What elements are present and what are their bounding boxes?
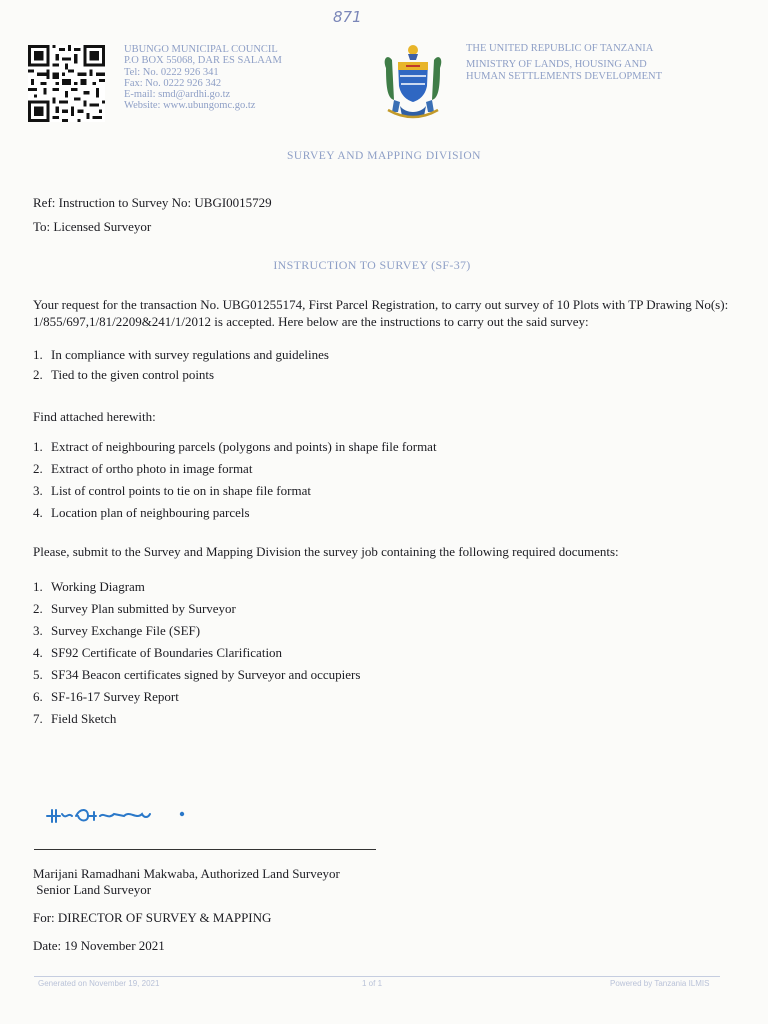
list-item: 2. Tied to the given control points bbox=[33, 367, 215, 382]
ministry-letterhead bbox=[466, 43, 662, 83]
instructions-list bbox=[33, 344, 329, 386]
signatory-for: For: DIRECTOR OF SURVEY & MAPPING bbox=[33, 910, 272, 925]
council-line: Website: www.ubungomc.go.tz bbox=[124, 100, 256, 112]
ministry-line: HUMAN SETTLEMENTS DEVELOPMENT bbox=[466, 71, 662, 82]
list-item: 3. Survey Exchange File (SEF) bbox=[33, 623, 201, 638]
signature-image bbox=[44, 802, 194, 830]
signatory-title: Senior Land Surveyor bbox=[33, 882, 152, 897]
footer-page-number: 1 of 1 bbox=[362, 979, 383, 988]
council-line: P.O BOX 55068, DAR ES SALAAM bbox=[124, 55, 282, 67]
list-item: 4. Location plan of neighbouring parcels bbox=[33, 505, 250, 520]
footer-divider bbox=[34, 976, 720, 977]
list-item: 7. Field Sketch bbox=[33, 711, 117, 726]
council-line: Tel: No. 0222 926 341 bbox=[124, 66, 219, 78]
coat-of-arms-icon bbox=[378, 40, 448, 120]
signatory-date: Date: 19 November 2021 bbox=[33, 938, 165, 953]
list-item: 2. Extract of ortho photo in image format bbox=[33, 461, 253, 476]
list-item: 1. In compliance with survey regulations and guidelines bbox=[33, 347, 329, 362]
list-item: 5. SF34 Beacon certificates signed by Surveyor and occupiers bbox=[33, 667, 361, 682]
list-item: 2. Survey Plan submitted by Surveyor bbox=[33, 601, 236, 616]
attached-heading: Find attached herewith: bbox=[33, 409, 156, 424]
signature-line bbox=[34, 849, 376, 850]
attachments-list bbox=[33, 436, 437, 524]
council-letterhead bbox=[124, 44, 282, 112]
intro-paragraph: Your request for the transaction No. UBG01255174, First Parcel Registration, to carry out survey of 10 Plots with TP Drawing No(s): 1/855/697,1/81/2209&241/1/2012 is accepted. Here below are the instructions to carry out the said survey: bbox=[33, 297, 729, 329]
list-item: 1. Extract of neighbouring parcels (polygons and points) in shape file format bbox=[33, 439, 437, 454]
council-line: E-mail: smd@ardhi.go.tz bbox=[124, 89, 231, 101]
footer-generated: Generated on November 19, 2021 bbox=[38, 979, 160, 988]
form-title: INSTRUCTION TO SURVEY (SF-37) bbox=[273, 258, 471, 272]
council-line: Fax: No. 0222 926 342 bbox=[124, 77, 222, 89]
list-item: 6. SF-16-17 Survey Report bbox=[33, 689, 179, 704]
council-line: UBUNGO MUNICIPAL COUNCIL bbox=[124, 44, 278, 55]
handwritten-number: 871 bbox=[333, 8, 362, 26]
list-item: 4. SF92 Certificate of Boundaries Clarification bbox=[33, 645, 283, 660]
list-item: 1. Working Diagram bbox=[33, 579, 145, 594]
signatory-name: Marijani Ramadhani Makwaba, Authorized Land Surveyor bbox=[33, 866, 340, 881]
ministry-line: MINISTRY OF LANDS, HOUSING AND bbox=[466, 59, 647, 70]
list-item: 3. List of control points to tie on in shape file format bbox=[33, 483, 311, 498]
reference-line: Ref: Instruction to Survey No: UBGI0015729 bbox=[33, 195, 272, 210]
division-heading: SURVEY AND MAPPING DIVISION bbox=[287, 150, 481, 162]
qr-code bbox=[28, 45, 105, 122]
ministry-line: THE UNITED REPUBLIC OF TANZANIA bbox=[466, 43, 654, 54]
footer-powered-by: Powered by Tanzania ILMIS bbox=[610, 979, 710, 988]
addressee-line: To: Licensed Surveyor bbox=[33, 219, 152, 234]
submit-heading: Please, submit to the Survey and Mapping Division the survey job containing the following required documents: bbox=[33, 544, 619, 559]
documents-list bbox=[33, 576, 360, 730]
